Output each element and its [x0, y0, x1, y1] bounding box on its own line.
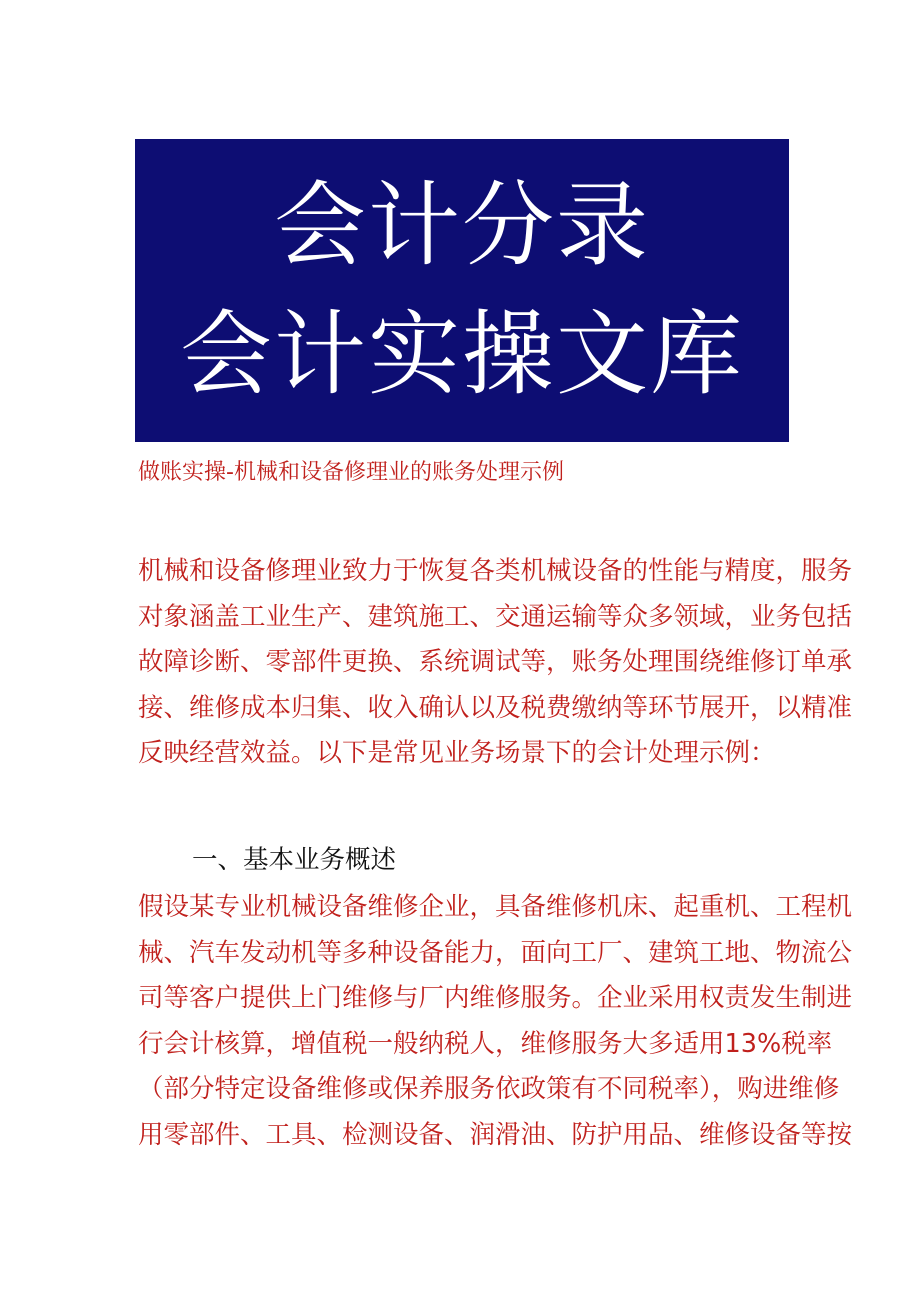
section-paragraph	[138, 885, 853, 1158]
intro-paragraph	[138, 549, 853, 777]
banner-title-line-2: 会计实操文库	[179, 301, 744, 408]
banner-title-line-1: 会计分录	[273, 172, 650, 279]
intro-line: 对象涵盖工业生产、建筑施工、交通运输等众多领域，业务包括	[138, 601, 853, 632]
intro-line: 接、维修成本归集、收入确认以及税费缴纳等环节展开，以精准	[138, 692, 853, 723]
title-banner	[135, 139, 789, 442]
document-title: 做账实操-机械和设备修理业的账务处理示例	[138, 460, 564, 485]
intro-line: 反映经营效益。以下是常见业务场景下的会计处理示例：	[138, 738, 776, 768]
section-line: 司等客户提供上门维修与厂内维修服务。企业采用权责发生制进	[138, 983, 853, 1013]
section-line: 用零部件、工具、检测设备、润滑油、防护用品、维修设备等按	[138, 1119, 853, 1150]
section-line: （部分特定设备维修或保养服务依政策有不同税率），购进维修	[138, 1074, 840, 1104]
section-line: 行会计核算，增值税一般纳税人，维修服务大多适用13%税率	[138, 1028, 833, 1059]
section-heading: 一、基本业务概述	[192, 845, 397, 875]
section-line: 械、汽车发动机等多种设备能力，面向工厂、建筑工地、物流公	[138, 937, 853, 968]
intro-line: 故障诊断、零部件更换、系统调试等，账务处理围绕维修订单承	[138, 647, 853, 677]
intro-line: 机械和设备修理业致力于恢复各类机械设备的性能与精度，服务	[138, 556, 853, 586]
section-line: 假设某专业机械设备维修企业，具备维修机床、起重机、工程机	[138, 892, 853, 922]
